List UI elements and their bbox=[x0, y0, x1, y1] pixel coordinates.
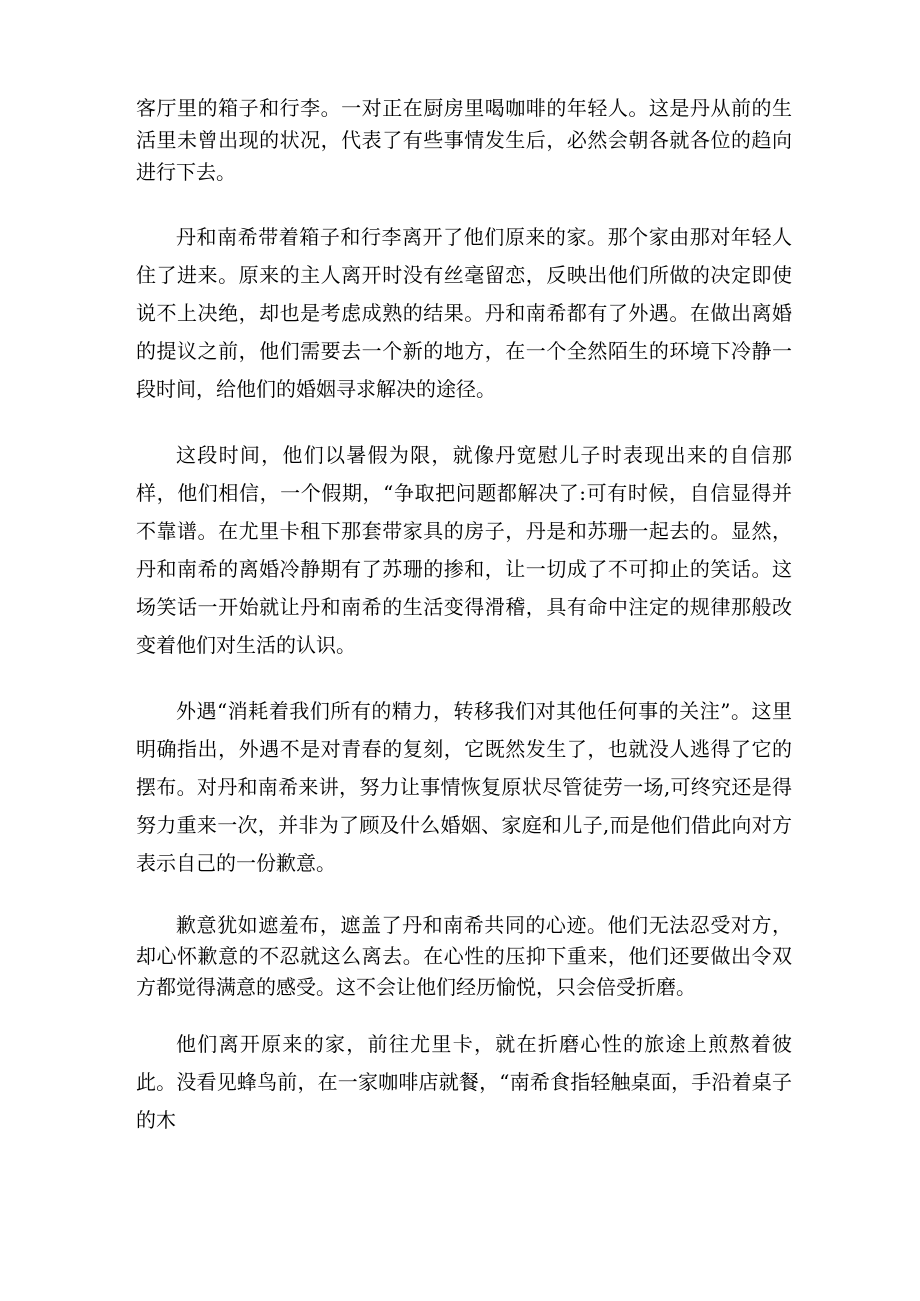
paragraph-4: 外遇“消耗着我们所有的精力，转移我们对其他任何事的关注”。这里明确指出，外遇不是对青春的复刻，它既然发生了，也就没人逃得了它的摆布。对丹和南希来讲，努力让事情恢复原状尽管徒劳一场,可终究还是得努力重来一次，并非为了顾及什么婚姻、家庭和儿子,而是他们借此向对方表示自己的一份歉意。 bbox=[136, 699, 792, 875]
paragraph-3: 这段时间，他们以暑假为限，就像丹宽慰儿子时表现出来的自信那样，他们相信，一个假期，“争取把问题都解决了:可有时候，自信显得并不靠谱。在尤里卡租下那套带家具的房子，丹是和苏珊一起去的。显然，丹和南希的离婚冷静期有了苏珊的掺和，让一切成了不可抑止的笑话。这场笑话一开始就让丹和南希的生活变得滑稽，具有命中注定的规律那般改变着他们对生活的认识。 bbox=[136, 443, 792, 657]
paragraph-6: 他们离开原来的家，前往尤里卡，就在折磨心性的旅途上煎熬着彼此。没看见蜂鸟前，在一家咖啡店就餐，“南希食指轻触桌面，手沿着桌子的木 bbox=[136, 1032, 792, 1132]
paragraph-5: 歉意犹如遮羞布，遮盖了丹和南希共同的心迹。他们无法忍受对方，却心怀歉意的不忍就这么离去。在心性的压抑下重来，他们还要做出令双方都觉得满意的感受。这不会让他们经历愉悦，只会倍受折磨。 bbox=[136, 913, 792, 999]
paragraph-1: 客厅里的箱子和行李。一对正在厨房里喝咖啡的年轻人。这是丹从前的生活里未曾出现的状况，代表了有些事情发生后，必然会朝各就各位的趋向进行下去。 bbox=[136, 96, 792, 184]
paragraph-2: 丹和南希带着箱子和行李离开了他们原来的家。那个家由那对年轻人住了进来。原来的主人离开时没有丝毫留恋，反映出他们所做的决定即使说不上决绝，却也是考虑成熟的结果。丹和南希都有了外遇。在做出离婚的提议之前，他们需要去一个新的地方，在一个全然陌生的环境下冷静一段时间，给他们的婚姻寻求解决的途径。 bbox=[136, 225, 792, 401]
